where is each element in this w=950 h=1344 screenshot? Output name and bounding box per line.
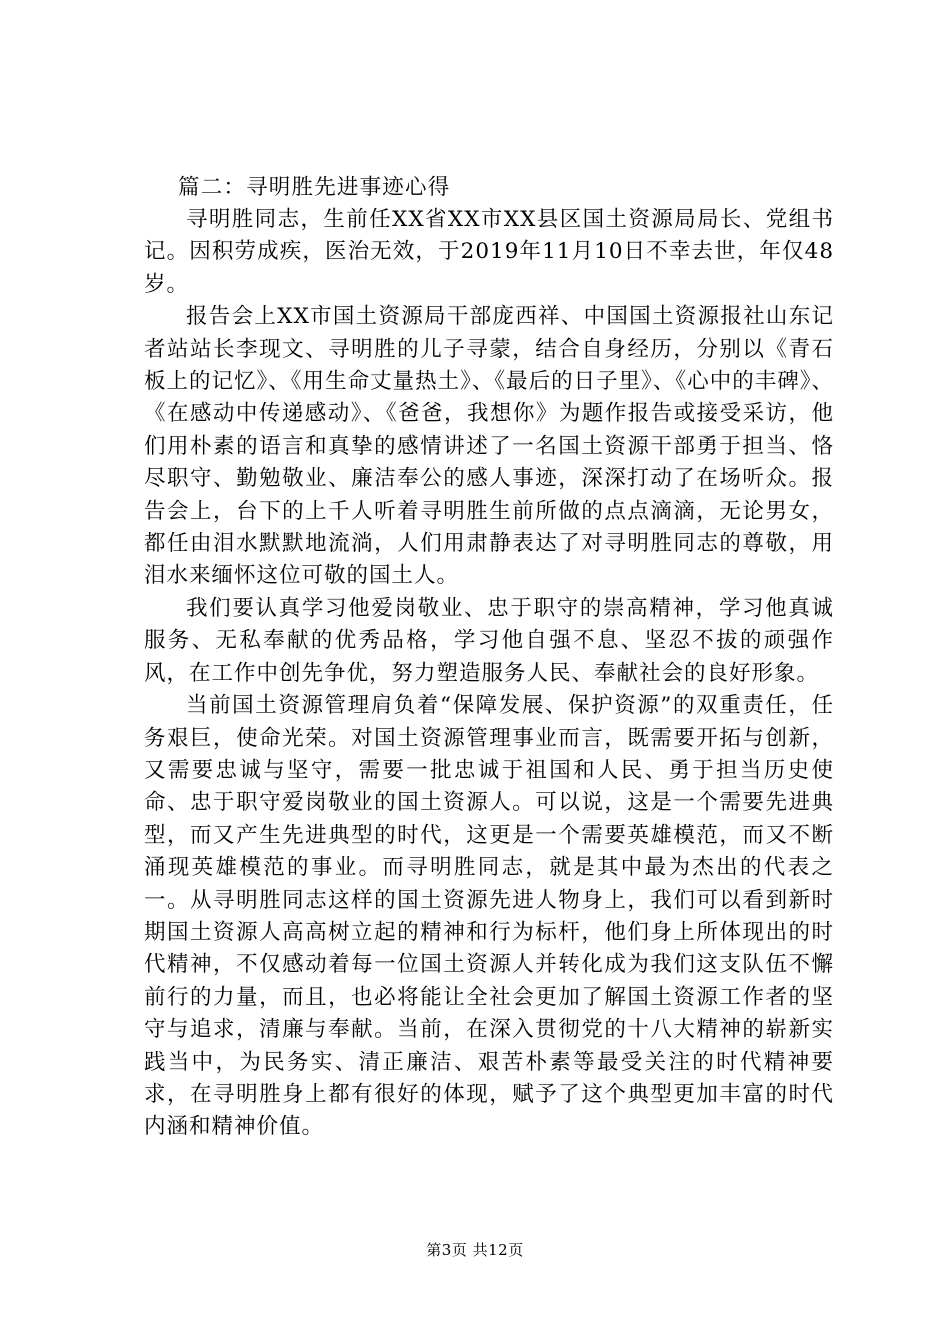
paragraph-1: 寻明胜同志，生前任XX省XX市XX县区国土资源局局长、党组书记。因积劳成疾，医治无效，于2019年11月10日不幸去世，年仅48岁。	[144, 207, 834, 297]
document-body	[144, 172, 834, 1144]
paragraph-2: 报告会上XX市国土资源局干部庞西祥、中国国土资源报社山东记者站站长李现文、寻明胜的儿子寻蒙，结合自身经历，分别以《青石板上的记忆》、《用生命丈量热土》、《最后的日子里》、《心中的丰碑》、《在感动中传递感动》、《爸爸，我想你》为题作报告或接受采访，他们用朴素的语言和真挚的感情讲述了一名国土资源干部勇于担当、恪尽职守、勤勉敬业、廉洁奉公的感人事迹，深深打动了在场听众。报告会上，台下的上千人听着寻明胜生前所做的点点滴滴，无论男女，都任由泪水默默地流淌，人们用肃静表达了对寻明胜同志的尊敬，用泪水来缅怀这位可敬的国土人。	[144, 304, 834, 589]
paragraph-3: 我们要认真学习他爱岗敬业、忠于职守的崇高精神，学习他真诚服务、无私奉献的优秀品格，学习他自强不息、坚忍不拔的顽强作风，在工作中创先争优，努力塑造服务人民、奉献社会的良好形象。	[144, 595, 834, 686]
paragraph-4: 当前国土资源管理肩负着“保障发展、保护资源”的双重责任，任务艰巨，使命光荣。对国土资源管理事业而言，既需要开拓与创新，又需要忠诚与坚守，需要一批忠诚于祖国和人民、勇于担当历史使命、忠于职守爱岗敬业的国土资源人。可以说，这是一个需要先进典型，而又产生先进典型的时代，这更是一个需要英雄模范，而又不断涌现英雄模范的事业。而寻明胜同志，就是其中最为杰出的代表之一。从寻明胜同志这样的国土资源先进人物身上，我们可以看到新时期国土资源人高高树立起的精神和行为标杆，他们身上所体现出的时代精神，不仅感动着每一位国土资源人并转化成为我们这支队伍不懈前行的力量，而且，也必将能让全社会更加了解国土资源工作者的坚守与追求，清廉与奉献。当前，在深入贯彻党的十八大精神的崭新实践当中，为民务实、清正廉洁、艰苦朴素等最受关注的时代精神要求，在寻明胜身上都有很好的体现，赋予了这个典型更加丰富的时代内涵和精神价值。	[144, 693, 834, 1140]
page-footer: 第3页 共12页	[426, 1241, 524, 1259]
section-heading: 篇二：寻明胜先进事迹心得	[178, 175, 451, 200]
